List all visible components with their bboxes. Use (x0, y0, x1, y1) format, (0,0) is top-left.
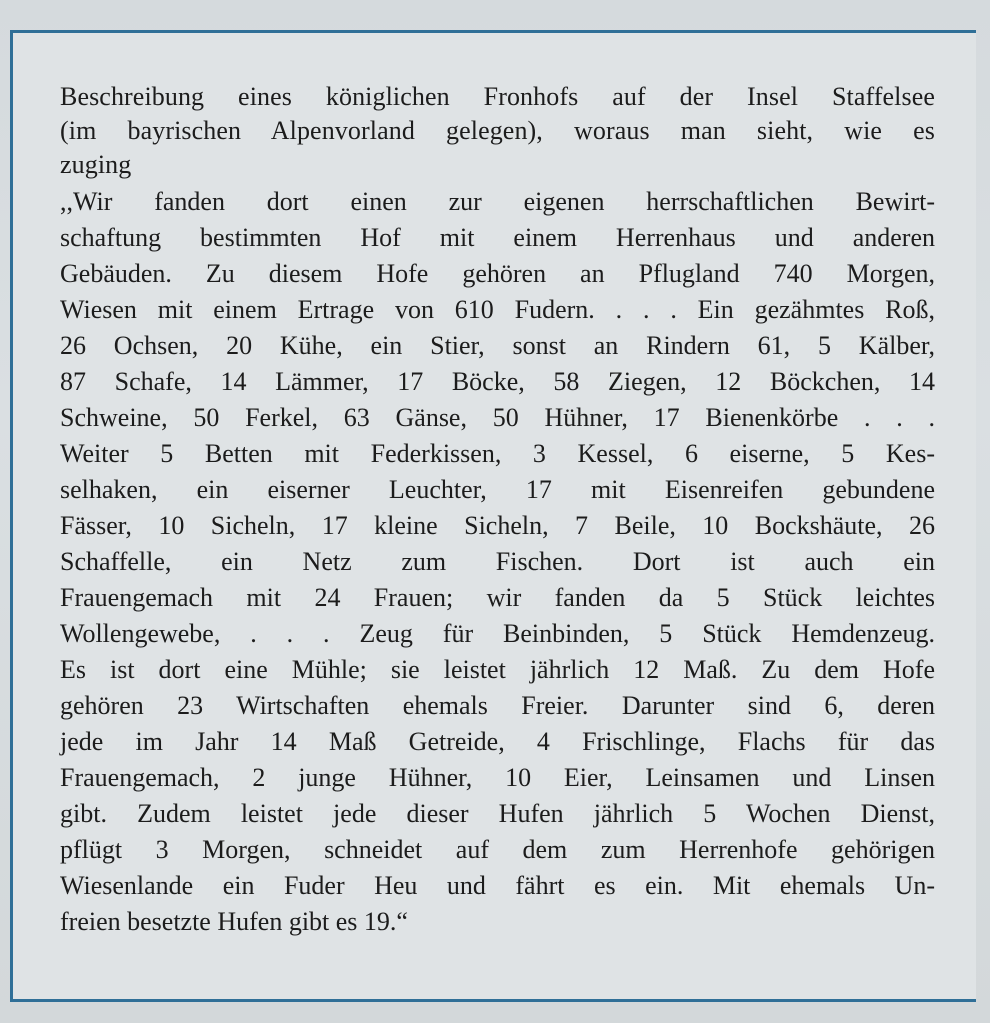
body-line: Wollengewebe, . . . Zeug für Beinbinden, 5 Stück Hemdenzeug. (60, 619, 935, 648)
body-line: 26 Ochsen, 20 Kühe, ein Stier, sonst an Rindern 61, 5 Kälber, (60, 331, 935, 360)
body-line: Wiesen mit einem Ertrage von 610 Fudern. . . . Ein gezähmtes Roß, (60, 295, 935, 324)
body-line: Frauengemach, 2 junge Hühner, 10 Eier, Leinsamen und Linsen (60, 763, 935, 792)
body-line: jede im Jahr 14 Maß Getreide, 4 Frischlinge, Flachs für das (60, 727, 935, 756)
document-heading (60, 80, 935, 182)
body-line: selhaken, ein eiserner Leuchter, 17 mit Eisenreifen gebundene (60, 475, 935, 504)
document-body (60, 184, 935, 940)
heading-line: zuging (60, 150, 132, 179)
body-line: Es ist dort eine Mühle; sie leistet jährlich 12 Maß. Zu dem Hofe (60, 655, 935, 684)
body-line: Wiesenlande ein Fuder Heu und fährt es ein. Mit ehemals Un- (60, 871, 935, 900)
heading-line: Beschreibung eines königlichen Fronhofs auf der Insel Staffelsee (60, 82, 935, 111)
body-line: freien besetzte Hufen gibt es 19.“ (60, 907, 408, 936)
body-line: Frauengemach mit 24 Frauen; wir fanden da 5 Stück leichtes (60, 583, 935, 612)
body-line: Gebäuden. Zu diesem Hofe gehören an Pflugland 740 Morgen, (60, 259, 935, 288)
body-line: Weiter 5 Betten mit Federkissen, 3 Kessel, 6 eiserne, 5 Kes- (60, 439, 935, 468)
body-line: Fässer, 10 Sicheln, 17 kleine Sicheln, 7 Beile, 10 Bockshäute, 26 (60, 511, 935, 540)
body-line: pflügt 3 Morgen, schneidet auf dem zum Herrenhofe gehörigen (60, 835, 935, 864)
body-line: 87 Schafe, 14 Lämmer, 17 Böcke, 58 Ziegen, 12 Böckchen, 14 (60, 367, 935, 396)
body-line: ,,Wir fanden dort einen zur eigenen herrschaftlichen Bewirt- (60, 187, 935, 216)
body-line: schaftung bestimmten Hof mit einem Herrenhaus und anderen (60, 223, 935, 252)
document-text-block (60, 80, 935, 940)
body-line: gehören 23 Wirtschaften ehemals Freier. Darunter sind 6, deren (60, 691, 935, 720)
body-line: Schweine, 50 Ferkel, 63 Gänse, 50 Hühner, 17 Bienenkörbe . . . (60, 403, 935, 432)
heading-line: (im bayrischen Alpenvorland gelegen), woraus man sieht, wie es (60, 116, 935, 145)
body-line: Schaffelle, ein Netz zum Fischen. Dort ist auch ein (60, 547, 935, 576)
body-line: gibt. Zudem leistet jede dieser Hufen jährlich 5 Wochen Dienst, (60, 799, 935, 828)
